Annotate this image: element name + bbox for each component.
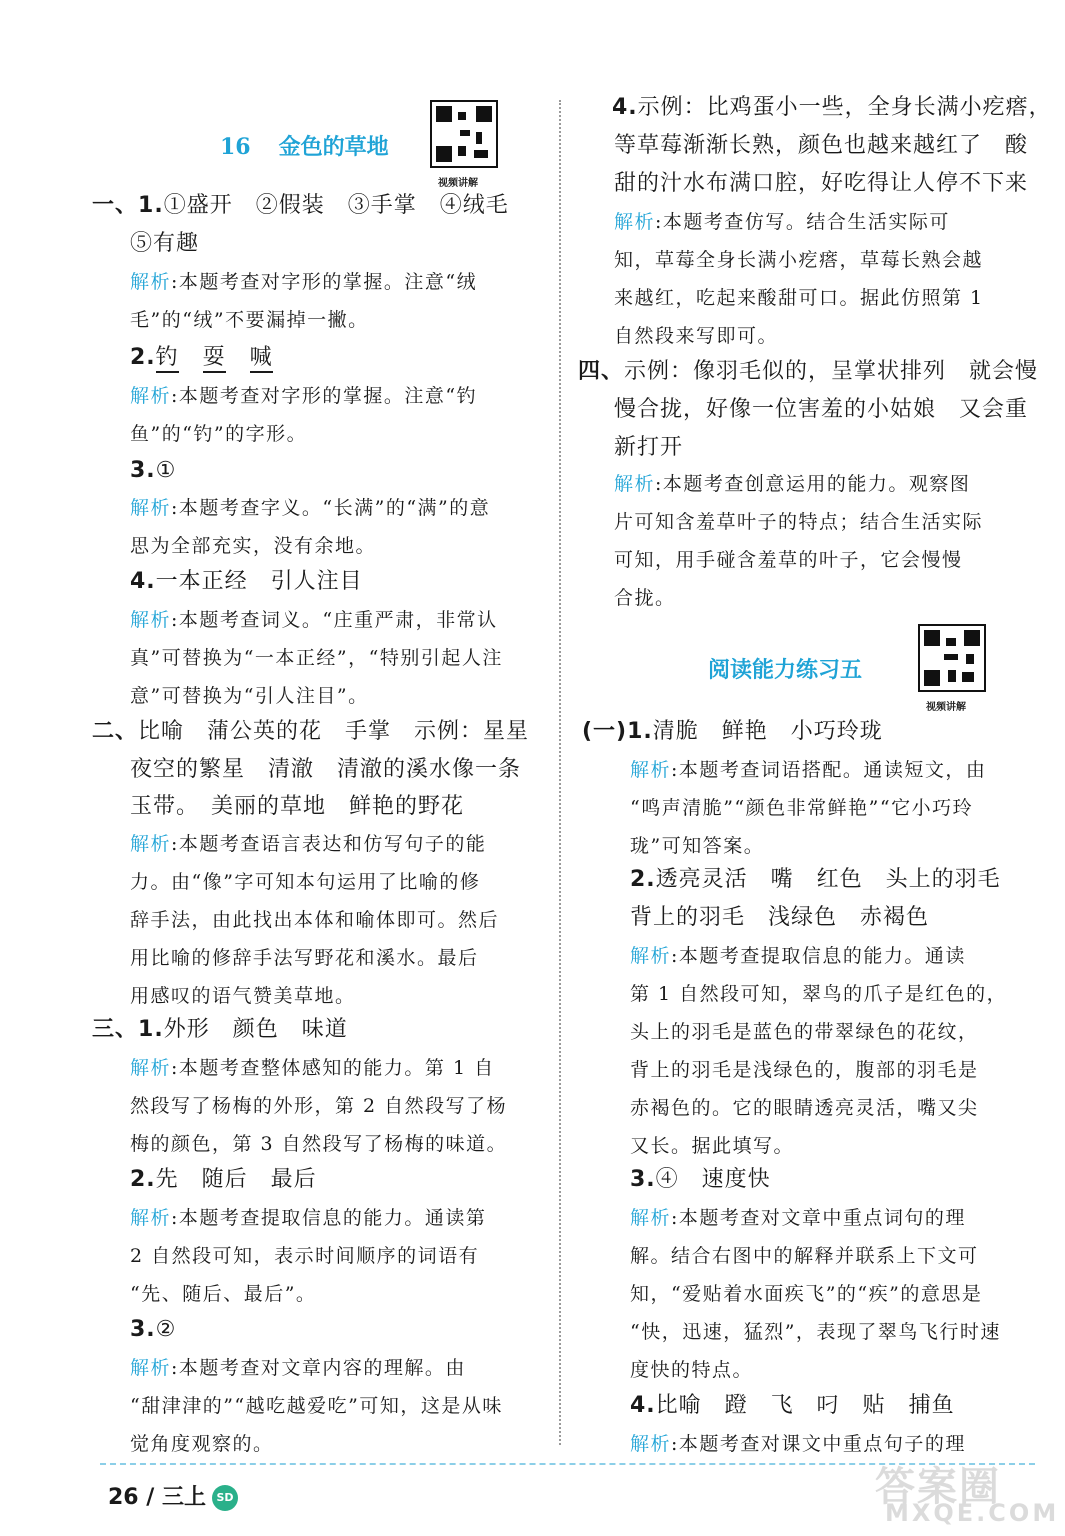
- explanation-line: 第 1 自然段可知，翠鸟的爪子是红色的，: [630, 983, 1008, 1005]
- answer-text: 示例：比鸡蛋小一些，全身长满小疙瘩，: [637, 95, 1052, 120]
- explanation-text: :本题考查整体感知的能力。第 1 自: [171, 1057, 495, 1079]
- answer-text: 先 随后 最后: [155, 1167, 317, 1192]
- answer-text: 外形 颜色 味道: [163, 1017, 348, 1042]
- explanation-line: 合拢。: [614, 587, 676, 609]
- answer-line: 慢合拢，好像一位害羞的小姑娘 又会重: [614, 397, 1029, 422]
- explain-label: 解析: [630, 1207, 672, 1229]
- section-marker: 一、: [92, 193, 139, 218]
- explain-label: 解析: [130, 1357, 172, 1379]
- part1-q3-answer: [630, 1164, 771, 1196]
- explain-label: 解析: [614, 473, 656, 495]
- section-marker: 二、: [92, 719, 139, 744]
- explanation-text: :本题考查对文章内容的理解。由: [171, 1357, 466, 1379]
- sec3-q4-answer: [612, 92, 1052, 124]
- answer-text: 比喻 蹬 飞 叼 贴 捕鱼: [655, 1393, 955, 1418]
- sec3-q3-answer: [130, 1314, 176, 1346]
- part-marker: (一): [582, 719, 628, 744]
- explanation-line: 自然段来写即可。: [614, 325, 779, 347]
- explanation-line: 度快的特点。: [630, 1359, 754, 1381]
- explanation-text: :本题考查提取信息的能力。通读: [671, 945, 966, 967]
- explanation-line: 用感叹的语气赞美草地。: [130, 985, 356, 1007]
- explanation: [630, 940, 966, 972]
- explanation-line: 思为全部充实，没有余地。: [130, 535, 377, 557]
- explain-label: 解析: [130, 1057, 172, 1079]
- section-marker: 四、: [578, 359, 625, 384]
- question-number: 2.: [130, 345, 156, 370]
- answer-text: 一本正经 引人注目: [155, 569, 363, 594]
- explanation-line: “先、随后、最后”。: [130, 1283, 317, 1305]
- explanation-line: 赤褐色的。它的眼睛透亮灵活，嘴又尖: [630, 1097, 979, 1119]
- explanation-line: “甜津津的”“越吃越爱吃”可知，这是从味: [130, 1395, 503, 1417]
- explanation-line: 解。结合右图中的解释并联系上下文可: [630, 1245, 979, 1267]
- question-number: 3.: [630, 1167, 656, 1192]
- question-number: 1.: [627, 719, 653, 744]
- answer-line: 背上的羽毛 浅绿色 赤褐色: [630, 905, 930, 930]
- explanation-text: :本题考查字义。“长满”的“满”的意: [171, 497, 491, 519]
- answer-line: 玉带。 美丽的草地 鲜艳的野花: [130, 794, 465, 819]
- explanation-text: :本题考查语言表达和仿写句子的能: [171, 833, 487, 855]
- part1-q1-answer: [582, 716, 883, 748]
- explanation-line: 鱼”的“钓”的字形。: [130, 423, 308, 445]
- answer-text: 透亮灵活 嘴 红色 头上的羽毛: [655, 867, 1001, 892]
- explanation-line: 毛”的“绒”不要漏掉一撇。: [130, 309, 369, 331]
- explanation: [614, 468, 970, 500]
- page-footer: [108, 1480, 238, 1511]
- explanation-line: 梅的颜色，第 3 自然段写了杨梅的味道。: [130, 1133, 508, 1155]
- answer-char: 耍: [203, 345, 226, 373]
- explanation-text: :本题考查创意运用的能力。观察图: [655, 473, 971, 495]
- question-number: 4.: [630, 1393, 656, 1418]
- answer-line: 甜的汁水布满口腔，好吃得让人停不下来: [614, 171, 1029, 196]
- question-number: 1.: [138, 1017, 164, 1042]
- lesson-title: [220, 130, 389, 161]
- question-number: 4.: [130, 569, 156, 594]
- part1-q4-answer: [630, 1390, 955, 1422]
- question-number: 4.: [612, 95, 638, 120]
- explain-label: 解析: [630, 1433, 672, 1455]
- explanation-line: 来越红，吃起来酸甜可口。据此仿照第 1: [614, 287, 984, 309]
- explanation: [130, 828, 486, 860]
- explanation-line: 片可知含羞草叶子的特点；结合生活实际: [614, 511, 984, 533]
- explanation-text: :本题考查词义。“庄重严肃，非常认: [171, 609, 498, 631]
- answer-text: ②: [155, 1317, 177, 1342]
- explanation-text: :本题考查对字形的掌握。注意“绒: [171, 271, 478, 293]
- column-divider: [559, 100, 561, 1445]
- qr-code-icon[interactable]: [430, 100, 498, 168]
- explanation-text: :本题考查对课文中重点句子的理: [671, 1433, 966, 1455]
- watermark-text: 答案圈: [875, 1464, 1001, 1510]
- explanation: [130, 266, 477, 298]
- explanation: [130, 1052, 495, 1084]
- question-number: 2.: [130, 1167, 156, 1192]
- explanation-line: 觉角度观察的。: [130, 1433, 274, 1455]
- explanation-text: :本题考查对文章中重点词句的理: [671, 1207, 966, 1229]
- explanation-line: 头上的羽毛是蓝色的带翠绿色的花纹，: [630, 1021, 979, 1043]
- explanation-line: 真”可替换为“一本正经”，“特别引起人注: [130, 647, 503, 669]
- qr-caption: 视频讲解: [926, 702, 966, 713]
- explanation-text: :本题考查提取信息的能力。通读第: [171, 1207, 487, 1229]
- section-marker: 三、: [92, 1017, 139, 1042]
- sec3-q1-answer: [92, 1014, 348, 1046]
- grade-label: 三上: [162, 1485, 207, 1510]
- explain-label: 解析: [130, 1207, 172, 1229]
- explanation-line: 辞手法，由此找出本体和喻体即可。然后: [130, 909, 500, 931]
- answer-char: 钓: [156, 345, 179, 373]
- watermark-logo: [855, 1455, 1060, 1530]
- answer-line: 等草莓渐渐长熟，颜色也越来越红了 酸: [614, 133, 1029, 158]
- explain-label: 解析: [630, 759, 672, 781]
- explanation-line: 知，“爱贴着水面疾飞”的“疾”的意思是: [630, 1283, 983, 1305]
- answer-text: 清脆 鲜艳 小巧玲珑: [652, 719, 883, 744]
- explanation-line: 2 自然段可知，表示时间顺序的词语有: [130, 1245, 480, 1267]
- sec1-q2-answer: [130, 342, 273, 374]
- explanation-line: 用比喻的修辞手法写野花和溪水。最后: [130, 947, 479, 969]
- question-number: 2.: [630, 867, 656, 892]
- question-number: 1.: [138, 193, 164, 218]
- sec2-answer: [92, 716, 529, 748]
- qr-code-icon[interactable]: [918, 624, 986, 692]
- explanation-line: 知，草莓全身长满小疙瘩，草莓长熟会越: [614, 249, 984, 271]
- explanation: [614, 206, 950, 238]
- sec1-q4-answer: [130, 566, 363, 598]
- sec1-q1-answer-cont: ⑤有趣: [130, 231, 200, 256]
- explanation: [130, 1202, 486, 1234]
- sec1-q1-answer: [92, 190, 509, 222]
- watermark-url: MXQE.COM: [885, 1499, 1060, 1527]
- explanation-line: 力。由“像”字可知本句运用了比喻的修: [130, 871, 481, 893]
- answer-char: 喊: [250, 345, 273, 373]
- explanation: [630, 754, 986, 786]
- answer-text: 示例：像羽毛似的，呈掌状排列 就会慢: [624, 359, 1039, 384]
- explain-label: 解析: [130, 385, 172, 407]
- answer-line: 新打开: [614, 435, 684, 460]
- explanation: [130, 380, 477, 412]
- sec4-answer: [578, 356, 1038, 388]
- edition-badge: SD: [212, 1485, 238, 1511]
- explanation-text: :本题考查仿写。结合生活实际可: [655, 211, 950, 233]
- explanation-text: :本题考查对字形的掌握。注意“钓: [171, 385, 478, 407]
- reading-practice-title: 阅读能力练习五: [708, 658, 863, 683]
- explain-label: 解析: [130, 609, 172, 631]
- qr-caption: 视频讲解: [438, 178, 478, 189]
- answer-text: ①: [155, 458, 177, 483]
- answer-text: ①盛开 ②假装 ③手掌 ④绒毛: [163, 193, 509, 218]
- explanation-line: 意”可替换为“引人注目”。: [130, 685, 369, 707]
- explain-label: 解析: [130, 497, 172, 519]
- answer-text: 比喻 蒲公英的花 手掌 示例：星星: [138, 719, 530, 744]
- explanation-text: :本题考查词语搭配。通读短文，由: [671, 759, 987, 781]
- question-number: 3.: [130, 1317, 156, 1342]
- explain-label: 解析: [614, 211, 656, 233]
- explanation-line: 珑”可知答案。: [630, 835, 765, 857]
- question-number: 3.: [130, 458, 156, 483]
- lesson-number: 16: [220, 134, 251, 160]
- explanation-line: 然段写了杨梅的外形，第 2 自然段写了杨: [130, 1095, 508, 1117]
- part1-q2-answer: [630, 864, 1001, 896]
- explain-label: 解析: [130, 271, 172, 293]
- explanation-line: 又长。据此填写。: [630, 1135, 795, 1157]
- explanation: [630, 1202, 966, 1234]
- answer-line: 夜空的繁星 清澈 清澈的溪水像一条: [130, 757, 522, 782]
- explanation: [130, 604, 498, 636]
- sec1-q3-answer: [130, 455, 176, 487]
- explanation-line: “鸣声清脆”“颜色非常鲜艳”“它小巧玲: [630, 797, 974, 819]
- page-separator: /: [146, 1485, 155, 1510]
- explain-label: 解析: [130, 833, 172, 855]
- answer-text: ④ 速度快: [655, 1167, 771, 1192]
- explain-label: 解析: [630, 945, 672, 967]
- sec3-q2-answer: [130, 1164, 317, 1196]
- explanation-line: 背上的羽毛是浅绿色的，腹部的羽毛是: [630, 1059, 979, 1081]
- explanation: [130, 492, 490, 524]
- explanation: [130, 1352, 466, 1384]
- page-number: 26: [108, 1485, 139, 1510]
- explanation-line: 可知，用手碰含羞草的叶子，它会慢慢: [614, 549, 963, 571]
- lesson-name: 金色的草地: [278, 135, 389, 160]
- explanation-line: “快，迅速，猛烈”，表现了翠鸟飞行时速: [630, 1321, 1001, 1343]
